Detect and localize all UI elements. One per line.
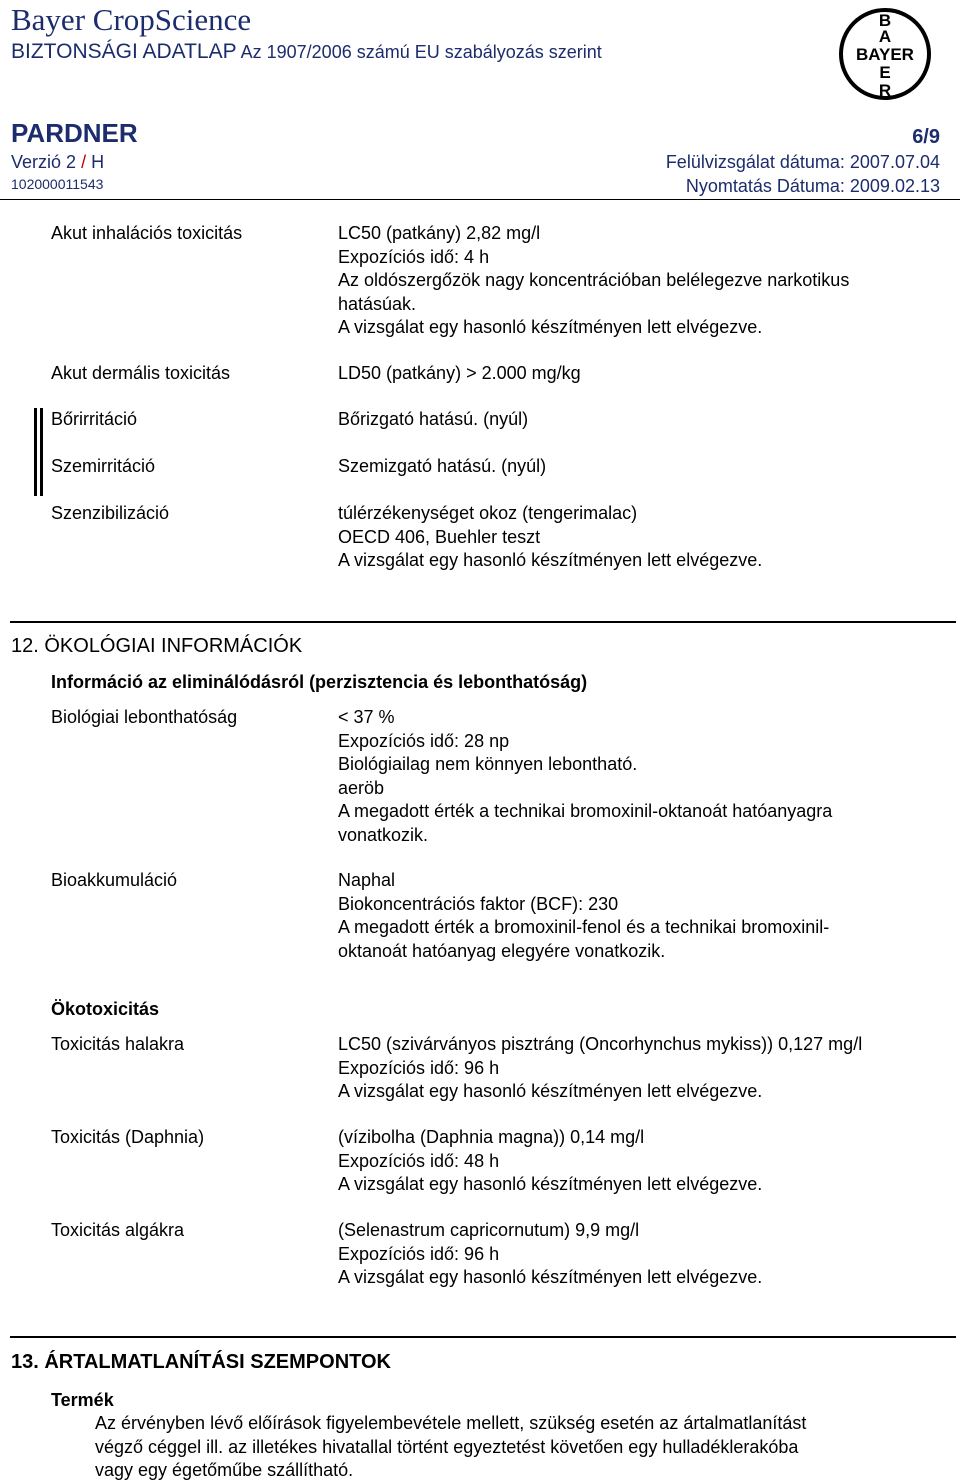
text-line: Expozíciós idő: 96 h <box>338 1243 500 1264</box>
text-line: OECD 406, Buehler teszt <box>338 526 541 547</box>
document-type-label: BIZTONSÁGI ADATLAP <box>11 40 237 63</box>
text-line: Expozíciós idő: 48 h <box>338 1150 500 1171</box>
text-line: aeröb <box>338 777 385 798</box>
text-line: Naphal <box>338 870 396 890</box>
product-disposal-text <box>95 1412 806 1483</box>
acute-dermal-label: Akut dermális toxicitás <box>51 363 231 383</box>
biodegradability-values <box>338 706 832 847</box>
sensitization-label: Szenzibilizáció <box>51 503 170 523</box>
daphnia-toxicity-label: Toxicitás (Daphnia) <box>51 1127 205 1147</box>
text-line: A vizsgálat egy hasonló készítményen lett elvégezve. <box>338 550 763 570</box>
eye-irritation-value: Szemizgató hatású. (nyúl) <box>338 456 547 476</box>
page-number: 6/9 <box>912 126 940 148</box>
text-line: Az érvényben lévő előírások figyelembevétele mellett, szükség esetén az ártalmatlanítást <box>95 1413 807 1433</box>
section-divider <box>10 621 956 623</box>
revision-bar <box>34 408 37 496</box>
regulation-text: Az 1907/2006 számú EU szabályozás szerint <box>240 42 602 62</box>
text-line: (Selenastrum capricornutum) 9,9 mg/l <box>338 1220 640 1240</box>
text-line: A vizsgálat egy hasonló készítményen lett elvégezve. <box>338 317 763 337</box>
version-separator: / <box>81 152 87 172</box>
svg-text:A: A <box>878 27 892 46</box>
bayer-cross-logo <box>830 2 940 106</box>
text-line: A vizsgálat egy hasonló készítményen lett elvégezve. <box>338 1081 763 1101</box>
acute-dermal-value: LD50 (patkány) > 2.000 mg/kg <box>338 363 581 383</box>
text-line: túlérzékenységet okoz (tengerimalac) <box>338 503 638 523</box>
fish-toxicity-label: Toxicitás halakra <box>51 1034 185 1054</box>
text-line: A megadott érték a technikai bromoxinil-oktanoát hatóanyagra <box>338 801 833 821</box>
acute-inhalation-label: Akut inhalációs toxicitás <box>51 223 243 243</box>
revision-bar <box>40 408 43 496</box>
document-number: 102000011543 <box>11 176 104 192</box>
svg-text:R: R <box>878 81 892 100</box>
text-line: LC50 (szivárványos pisztráng (Oncorhynchus mykiss)) 0,127 mg/l <box>338 1034 863 1054</box>
text-line: < 37 % <box>338 707 395 727</box>
product-name: PARDNER <box>11 118 138 148</box>
svg-text:E: E <box>879 63 891 82</box>
text-line: Biokoncentrációs faktor (BCF): 230 <box>338 893 619 914</box>
text-line: A vizsgálat egy hasonló készítményen lett elvégezve. <box>338 1174 763 1194</box>
eye-irritation-label: Szemirritáció <box>51 456 156 476</box>
version-info <box>11 152 104 173</box>
company-name: Bayer CropScience <box>11 2 252 37</box>
bioaccumulation-label: Bioakkumuláció <box>51 870 178 890</box>
header-divider <box>0 199 960 200</box>
section-13-title: 13. ÁRTALMATLANÍTÁSI SZEMPONTOK <box>11 1351 391 1373</box>
text-line: A vizsgálat egy hasonló készítményen lett elvégezve. <box>338 1267 763 1287</box>
algae-toxicity-values <box>338 1219 762 1290</box>
text-line: oktanoát hatóanyag elegyére vonatkozik. <box>338 940 666 961</box>
text-line: végző céggel ill. az illetékes hivatallal történt egyeztetést követően egy hulladéklerakóba <box>95 1436 799 1457</box>
bioaccumulation-values <box>338 869 829 963</box>
text-line: Biológiailag nem könnyen lebontható. <box>338 754 638 774</box>
daphnia-toxicity-values <box>338 1126 762 1197</box>
version-country: H <box>91 152 105 172</box>
text-line: hatásúak. <box>338 293 417 314</box>
acute-inhalation-values <box>338 222 849 340</box>
text-line: vagy egy égetőműbe szállítható. <box>95 1460 354 1480</box>
section-divider <box>10 1336 956 1338</box>
svg-text:BAYER: BAYER <box>856 45 914 64</box>
text-line: Expozíciós idő: 4 h <box>338 246 490 267</box>
section-12-title: 12. ÖKOLÓGIAI INFORMÁCIÓK <box>11 635 303 657</box>
elimination-subtitle: Információ az eliminálódásról (perzisztencia és lebonthatóság) <box>51 672 588 692</box>
sensitization-values <box>338 502 762 573</box>
biodegradability-label: Biológiai lebonthatóság <box>51 707 238 727</box>
text-line: A megadott érték a bromoxinil-fenol és a technikai bromoxinil- <box>338 917 830 937</box>
text-line: Expozíciós idő: 28 np <box>338 730 510 751</box>
text-line: Az oldószergőzök nagy koncentrációban belélegezve narkotikus <box>338 270 850 290</box>
text-line: vonatkozik. <box>338 824 429 845</box>
svg-text:B: B <box>878 11 892 30</box>
product-disposal-title: Termék <box>51 1390 114 1410</box>
print-date: Nyomtatás Dátuma: 2009.02.13 <box>685 176 940 196</box>
document-type <box>11 40 602 64</box>
text-line: (vízibolha (Daphnia magna)) 0,14 mg/l <box>338 1127 645 1147</box>
skin-irritation-label: Bőrirritáció <box>51 409 138 429</box>
fish-toxicity-values <box>338 1033 862 1104</box>
algae-toxicity-label: Toxicitás algákra <box>51 1220 185 1240</box>
revision-date: Felülvizsgálat dátuma: 2007.07.04 <box>665 152 940 172</box>
text-line: LC50 (patkány) 2,82 mg/l <box>338 223 541 243</box>
ecotoxicity-title: Ökotoxicitás <box>51 999 160 1019</box>
text-line: Expozíciós idő: 96 h <box>338 1057 500 1078</box>
version-label: Verzió 2 <box>11 152 77 172</box>
skin-irritation-value: Bőrizgató hatású. (nyúl) <box>338 409 529 429</box>
